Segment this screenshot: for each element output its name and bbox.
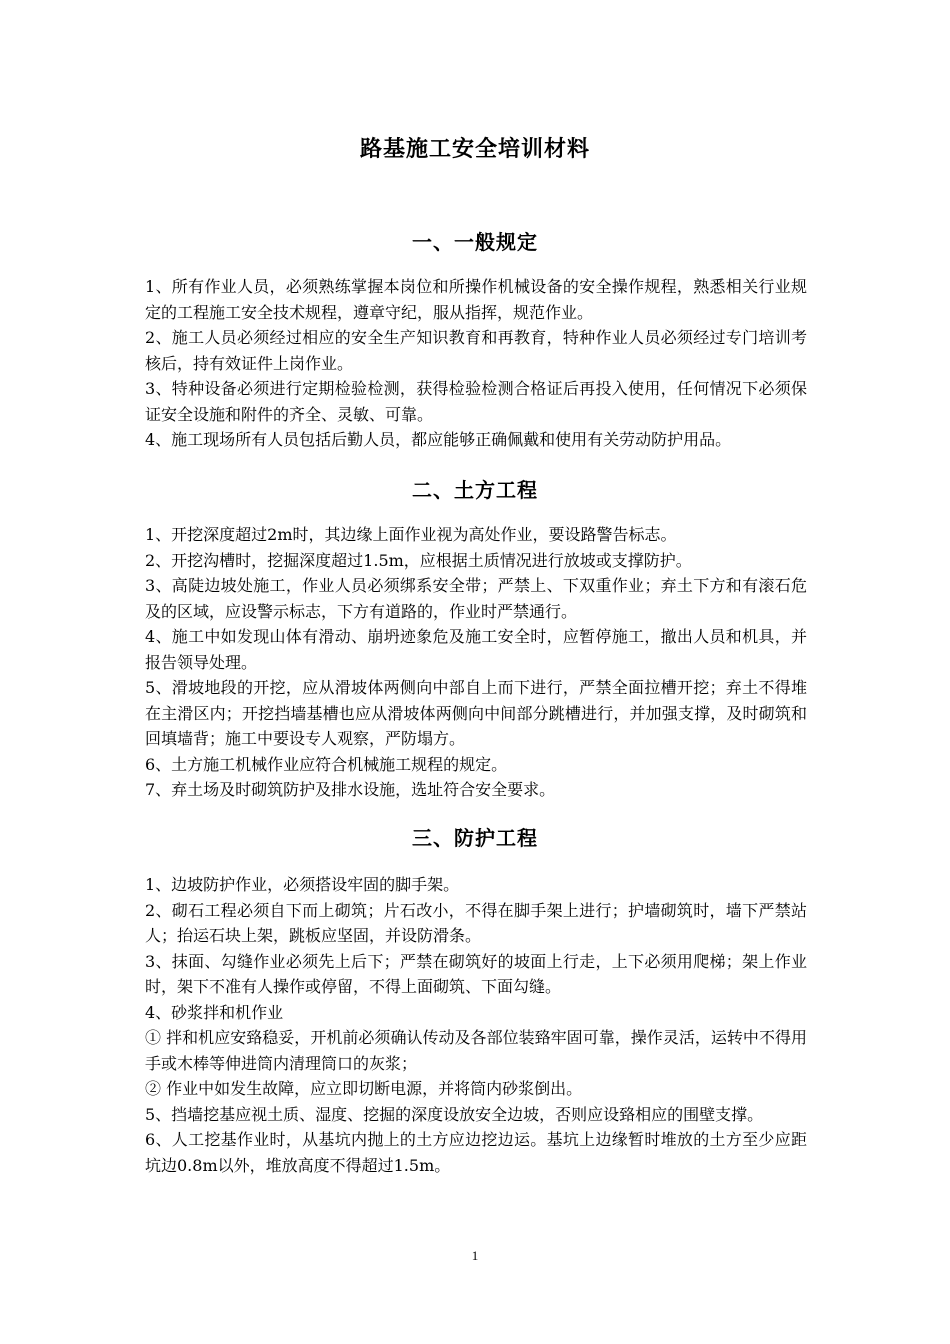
paragraph: 3、特种设备必须进行定期检验检测，获得检验检测合格证后再投入使用，任何情况下必须保证安全设施和附件的齐全、灵敏、可靠。 <box>145 379 807 424</box>
paragraph: 3、高陡边坡处施工，作业人员必须绑系安全带；严禁上、下双重作业；弃土下方和有滚石危及的区域，应设警示标志，下方有道路的，作业时严禁通行。 <box>145 576 807 621</box>
page-number: 1 <box>471 1248 479 1263</box>
paragraph: 2、施工人员必须经过相应的安全生产知识教育和再教育，特种作业人员必须经过专门培训考核后，持有效证件上岗作业。 <box>145 328 807 373</box>
paragraph: 6、土方施工机械作业应符合机械施工规程的规定。 <box>145 754 508 774</box>
section-heading-earthwork: 二、土方工程 <box>412 478 538 502</box>
paragraph: 4、施工现场所有人员包括后勤人员，都应能够正确佩戴和使用有关劳动防护用品。 <box>145 430 732 449</box>
paragraph: 2、开挖沟槽时，挖掘深度超过1.5m，应根据土质情况进行放坡或支撑防护。 <box>145 550 692 570</box>
paragraph: 6、人工挖基作业时，从基坑内抛上的土方应边挖边运。基坑上边缘暂时堆放的土方至少应距坑边0.8m以外，堆放高度不得超过1.5m。 <box>145 1130 807 1175</box>
paragraph: 5、挡墙挖基应视土质、湿度、挖掘的深度设放安全边坡，否则应设臵相应的围壁支撑。 <box>145 1104 764 1124</box>
section-body-general <box>145 274 807 453</box>
paragraph: ① 拌和机应安臵稳妥，开机前必须确认传动及各部位装臵牢固可靠，操作灵活，运转中不得用手或木棒等伸进筒内清理筒口的灰浆； <box>145 1028 807 1073</box>
document-title: 路基施工安全培训材料 <box>359 137 590 162</box>
paragraph: ② 作业中如发生故障，应立即切断电源，并将筒内砂浆倒出。 <box>145 1079 583 1098</box>
paragraph: 1、所有作业人员，必须熟练掌握本岗位和所操作机械设备的安全操作规程，熟悉相关行业规定的工程施工安全技术规程，遵章守纪，服从指挥，规范作业。 <box>145 277 807 322</box>
section-body-protection <box>145 872 807 1178</box>
paragraph: 1、边坡防护作业，必须搭设牢固的脚手架。 <box>145 875 460 894</box>
paragraph: 4、砂浆拌和机作业 <box>145 1002 284 1022</box>
paragraph: 3、抹面、勾缝作业必须先上后下；严禁在砌筑好的坡面上行走，上下必须用爬梯；架上作业时，架下不准有人操作或停留，不得上面砌筑、下面勾缝。 <box>145 951 807 996</box>
section-heading-general: 一、一般规定 <box>412 230 538 254</box>
paragraph: 2、砌石工程必须自下而上砌筑；片石改小，不得在脚手架上进行；护墙砌筑时，墙下严禁站人；抬运石块上架，跳板应坚固，并设防滑条。 <box>145 900 807 945</box>
paragraph: 7、弃土场及时砌筑防护及排水设施，选址符合安全要求。 <box>145 780 556 799</box>
paragraph: 4、施工中如发现山体有滑动、崩坍迹象危及施工安全时，应暂停施工，撤出人员和机具，并报告领导处理。 <box>145 627 807 672</box>
paragraph: 1、开挖深度超过2m时，其边缘上面作业视为高处作业，要设路警告标志。 <box>145 525 677 544</box>
section-body-earthwork <box>145 522 807 803</box>
section-heading-protection: 三、防护工程 <box>412 826 538 850</box>
paragraph: 5、滑坡地段的开挖，应从滑坡体两侧向中部自上而下进行，严禁全面拉槽开挖；弃土不得堆在主滑区内；开挖挡墙基槽也应从滑坡体两侧向中间部分跳槽进行，并加强支撑，及时砌筑和回填墙背；施工中要设专人观察，严防塌方。 <box>145 678 807 748</box>
